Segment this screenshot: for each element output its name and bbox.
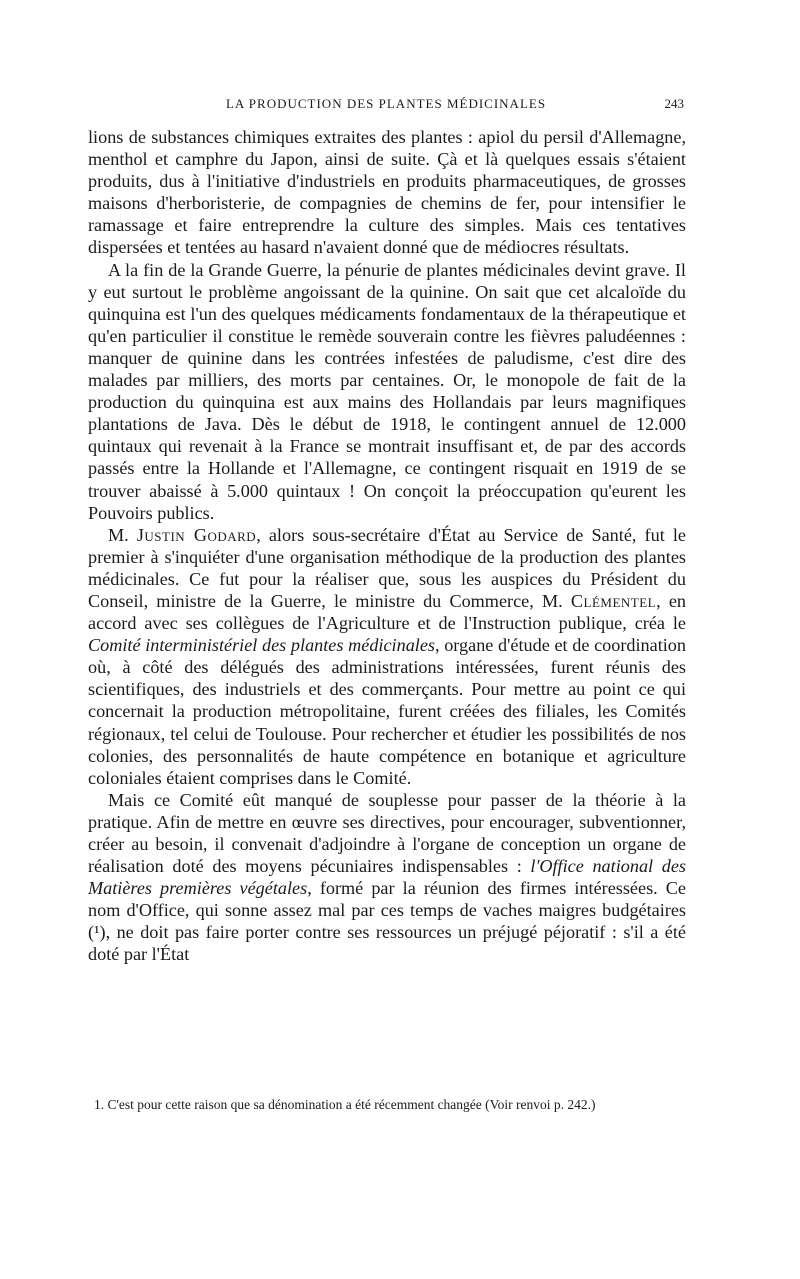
- body-text: [88, 126, 686, 966]
- footnote: [88, 1095, 686, 1114]
- text-run: , alors sous-secrétaire d'État au Service de Santé, fut le premier à s'inquiéter d'une organisation méthodique de la production des plantes médicinales. Ce fut pour la réaliser que, sous les auspices du Président du Conseil, ministre de la Guerre, le ministre du Commerce, M.: [88, 524, 687, 611]
- page-number: 243: [664, 96, 684, 111]
- running-header: [88, 96, 684, 112]
- text-run: , organe d'étude et de coordination où, à côté des délégués des administrations intéressées, furent réunis des scientifiques, des industriels et des commerçants. Pour mettre au point ce qui concernait la production métropolitaine, furent créées des filiales, les Comités régionaux, tel celui de Toulouse. Pour rechercher et étudier les possibilités de nos colonies, des personnalités de haute compétence en botanique et agriculture coloniales étaient comprises dans le Comité.: [88, 635, 686, 788]
- office-name: l'Office national des Matières premières végétales: [88, 856, 686, 899]
- paragraph-3: [88, 524, 686, 789]
- paragraph-2: A la fin de la Grande Guerre, la pénurie de plantes médicinales devint grave. Il y eut surtout le problème angoissant de la quinine. On sait que cet alcaloïde du quinquina est l'un des quelques médicaments fondamentaux de la thérapeutique et qu'en particulier il constitue le remède souverain contre les fièvres paludéennes : manquer de quinine dans les contrées infestées de paludisme, c'est dire des malades par milliers, des morts par centaines. Or, le monopole de fait de la production du quinquina est aux mains des Hollandais par leurs magnifiques plantations de Java. Dès le début de 1918, le contingent annuel de 12.000 quintaux qui revenait à la France se montrait insuffisant et, de par des accords passés entre la Hollande et l'Allemagne, ce contingent risquait en 1919 de se trouver abaissé à 5.000 quintaux ! On conçoit la préoccupation qu'eurent les Pouvoirs publics.: [88, 259, 686, 523]
- paragraph-1: lions de substances chimiques extraites des plantes : apiol du persil d'Allemagne, menthol et camphre du Japon, ainsi de suite. Çà et là quelques essais s'étaient produits, dus à l'initiative d'industriels en produits pharmaceutiques, de grosses maisons d'herboristerie, de compagnies de chemins de fer, pour intensifier le ramassage et faire entreprendre la culture des simples. Mais ces tentatives dispersées et tentées au hasard n'avaient donné que de médiocres résultats.: [88, 127, 686, 258]
- footnote-text: C'est pour cette raison que sa dénomination a été récemment changée (Voir renvoi p. 242.): [107, 1097, 596, 1112]
- header-title: LA PRODUCTION DES PLANTES MÉDICINALES: [225, 96, 547, 111]
- footnote-reference: ¹: [94, 922, 100, 943]
- text-run: M.: [108, 524, 137, 545]
- person-name-godard: Justin Godard: [136, 524, 257, 545]
- text-run: ), ne doit pas faire porter contre ses ressources un préjugé péjoratif : s'il a été doté par l'État: [88, 922, 686, 965]
- text-run: , formé par la réunion des firmes intéressées. Ce nom d'Office, qui sonne assez mal par ces temps de vaches maigres budgétaires (: [88, 878, 686, 943]
- text-run: Mais ce Comité eût manqué de souplesse pour passer de la théorie à la pratique. Afin de mettre en œuvre ses directives, pour encourager, subventionner, créer au besoin, il convenait d'adjoindre à l'organe de conception un organe de réalisation doté des moyens pécuniaires indispensables :: [88, 789, 686, 877]
- text-run: , en accord avec ses collègues de l'Agriculture et de l'Instruction publique, créa le: [88, 590, 687, 634]
- person-name-clementel: Clémentel: [570, 590, 657, 611]
- footnote-number: 1.: [94, 1097, 105, 1112]
- paragraph-4: [88, 789, 686, 966]
- comite-name: Comité interministériel des plantes médicinales: [88, 635, 435, 656]
